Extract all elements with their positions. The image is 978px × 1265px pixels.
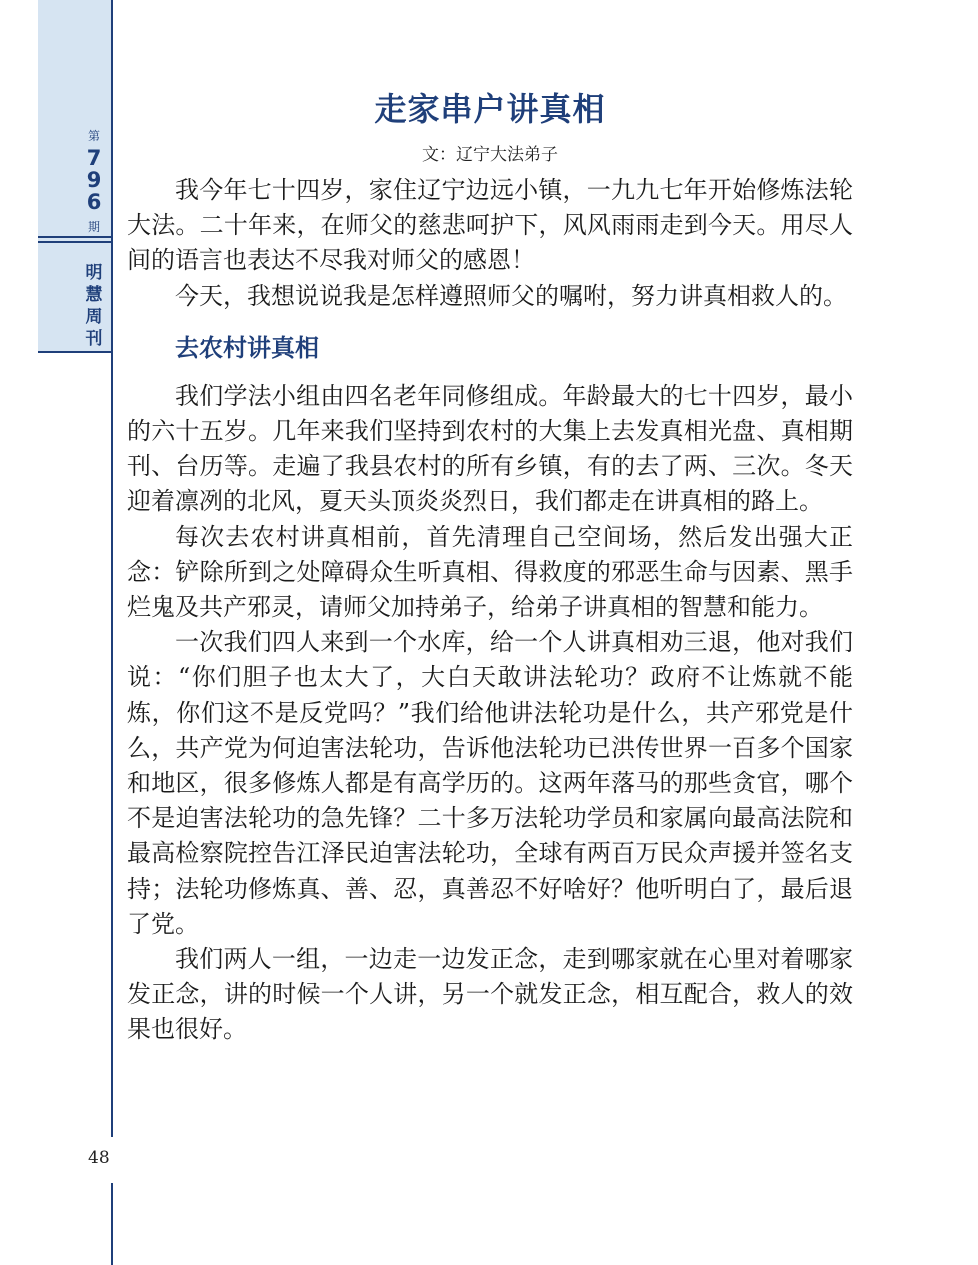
byline-label: 文： [422,145,456,165]
body-paragraph: 每次去农村讲真相前，首先清理自己空间场，然后发出强大正念：铲除所到之处障碍众生听真相、得救度的邪恶生命与因素、黑手烂鬼及共产邪灵，请师父加持弟子，给弟子讲真相的智慧和能力。 [127,522,853,622]
issue-digit: 7 [86,146,102,170]
byline-author: 辽宁大法弟子 [456,145,558,165]
body-paragraph: 我们学法小组由四名老年同修组成。年龄最大的七十四岁，最小的六十五岁。几年来我们坚持到农村的大集上去发真相光盘、真相期刊、台历等。走遍了我县农村的所有乡镇，有的去了两、三次。冬天迎着凛冽的北风，夏天头顶炎炎烈日，我们都走在讲真相的路上。 [127,381,853,516]
magazine-name-char: 周 [85,307,103,327]
issue-suffix: 期 [87,220,100,234]
margin-rule-upper-second [38,241,112,243]
issue-prefix: 第 [87,129,100,143]
issue-digit: 6 [86,190,102,214]
section-heading: 去农村讲真相 [175,333,319,362]
body-paragraph: 今天，我想说说我是怎样遵照师父的嘱咐，努力讲真相救人的。 [175,281,847,310]
article-body [127,173,853,1048]
margin-rule-vertical [111,0,113,1265]
margin-rule-lower [38,351,112,353]
article-title: 走家串户讲真相 [374,90,606,128]
margin-rule-upper [38,236,112,238]
byline [127,140,853,165]
magazine-name-char: 刊 [85,329,103,349]
magazine-name-char: 慧 [85,285,103,305]
issue-digit: 9 [86,168,102,192]
body-paragraph: 我们两人一组，一边走一边发正念，走到哪家就在心里对着哪家发正念，讲的时候一个人讲，另一个就发正念，相互配合，救人的效果也很好。 [127,945,853,1044]
page-number: 48 [88,1148,110,1168]
body-paragraph: 一次我们四人来到一个水库，给一个人讲真相劝三退，他对我们说：“你们胆子也太大了，大白天敢讲法轮功？政府不让炼就不能炼，你们这不是反党吗？”我们给他讲法轮功是什么，共产邪党是什么，共产党为何迫害法轮功，告诉他法轮功已洪传世界一百多个国家和地区，很多修炼人都是有高学历的。这两年落马的那些贪官，哪个不是迫害法轮功的急先锋？二十多万法轮功学员和家属向最高法院和最高检察院控告江泽民迫害法轮功，全球有两百万民众声援并签名支持；法轮功修炼真、善、忍，真善忍不好啥好？他听明白了，最后退了党。 [127,628,853,938]
magazine-name-char: 明 [85,263,103,283]
body-paragraph: 我今年七十四岁，家住辽宁边远小镇，一九九七年开始修炼法轮大法。二十年来，在师父的慈悲呵护下，风风雨雨走到今天。用尽人间的语言也表达不尽我对师父的感恩！ [127,176,853,275]
